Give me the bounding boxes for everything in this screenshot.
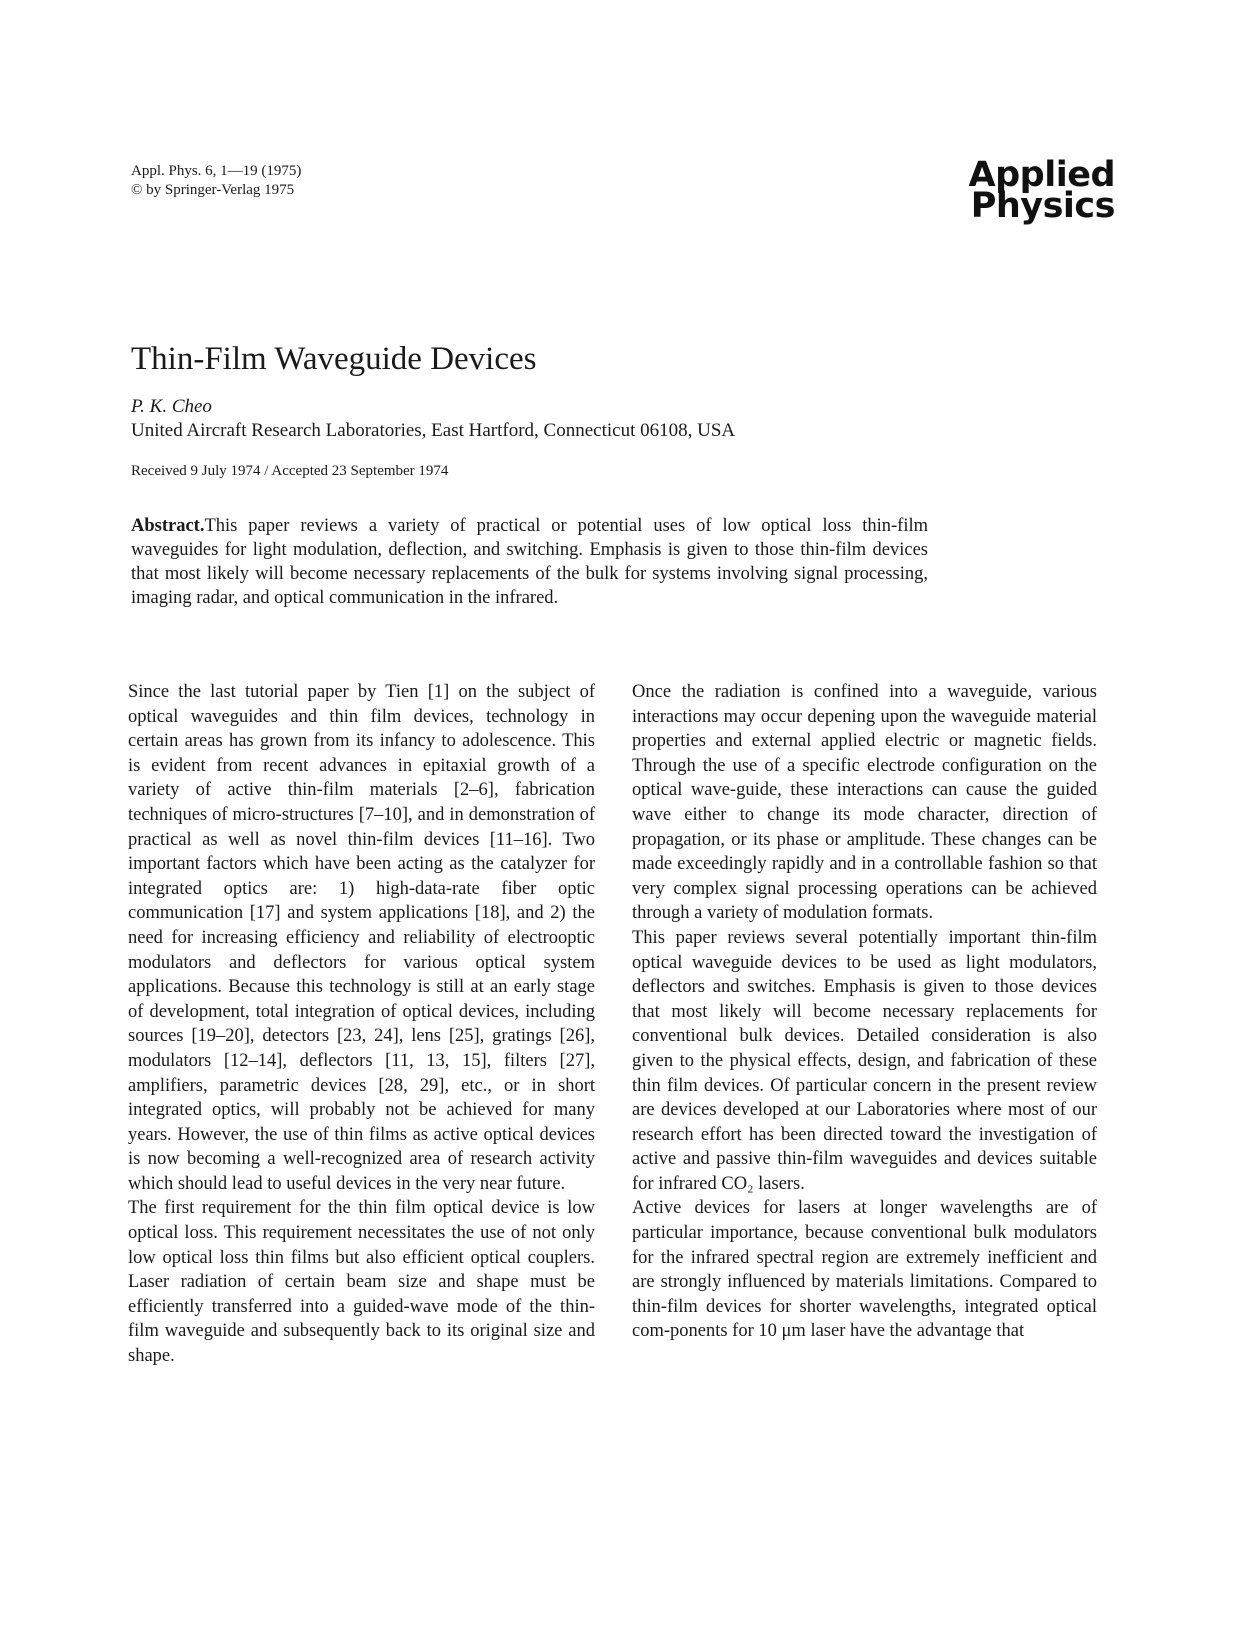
journal-logo-line-2: Physics: [970, 186, 1115, 226]
body-paragraph: Once the radiation is confined into a waveguide, various interactions may occur depening upon the waveguide material properties and external applied electric or magnetic fields. Through the use of a specific electrode configuration on the optical wave-guide, these interactions can cause the guided wave either to change its mode character, direction of propagation, or its phase or amplitude. These changes can be made exceedingly rapidly and in a controllable fashion so that very complex signal processing operations can be achieved through a variety of modulation formats.: [632, 682, 1097, 924]
body-paragraph: The first requirement for the thin film optical device is low optical loss. This requirement necessitates the use of not only low optical loss thin films but also efficient optical couplers. Laser radiation of certain beam size and shape must be efficiently transferred into a guided-wave mode of the thin-film waveguide and subsequently back to its original size and shape.: [128, 1198, 595, 1367]
body-paragraph: Since the last tutorial paper by Tien [1] on the subject of optical waveguides and thin film devices, technology in certain areas has grown from its infancy to adolescence. This is evident from recent advances in epitaxial growth of a variety of active thin-film materials [2–6], fabrication techniques of micro-structures [7–10], and in demonstration of practical as well as novel thin-film devices [11–16]. Two important factors which have been acting as the catalyzer for integrated optics are: 1) high-data-rate fiber optic communication [17] and system applications [18], and 2) the need for increasing efficiency and reliability of electrooptic modulators and deflectors for various optical system applications. Because this technology is still at an early stage of development, total integration of optical devices, including sources [19–20], detectors [23, 24], lens [25], gratings [26], modulators [12–14], deflectors [11, 13, 15], filters [27], amplifiers, parametric devices [28, 29], etc., or in short integrated optics, will probably not be achieved for many years. However, the use of thin films as active optical devices is now becoming a well-recognized area of research activity which should lead to useful devices in the very near future.: [128, 682, 595, 1194]
article-title: Thin-Film Waveguide Devices: [131, 341, 537, 377]
copyright-line: © by Springer-Verlag 1975: [131, 182, 295, 198]
body-paragraph: This paper reviews several potentially important thin-film optical waveguide devices to be used as light modulators, deflectors and switches. Emphasis is given to those devices that most likely will become necessary replacements for conventional bulk devices. Detailed consideration is also given to the physical effects, design, and fabrication of these thin film devices. Of particular concern in the present review are devices developed at our Laboratories where most of our research effort has been directed toward the investigation of active and passive thin-film waveguides and devices suitable for infrared CO₂ lasers.: [632, 927, 1097, 1194]
body-column-left: [128, 680, 595, 1369]
citation-block: [131, 162, 301, 200]
article-author: P. K. Cheo: [131, 396, 212, 417]
abstract-label: Abstract.: [131, 516, 205, 536]
journal-logo: [905, 155, 1115, 226]
author-affiliation: United Aircraft Research Laboratories, East Hartford, Connecticut 06108, USA: [131, 420, 736, 441]
journal-logo-line-1: Applied: [968, 155, 1115, 195]
body-paragraph: Active devices for lasers at longer wavelengths are of particular importance, because conventional bulk modulators for the infrared spectral region are extremely inefficient and are strongly influenced by materials limitations. Compared to thin-film devices for shorter wavelengths, integrated optical com-ponents for 10 μm laser have the advantage that: [632, 1198, 1097, 1342]
citation-journal-line: Appl. Phys. 6, 1—19 (1975): [131, 163, 302, 179]
received-dates: Received 9 July 1974 / Accepted 23 September 1974: [131, 463, 449, 479]
abstract: [131, 514, 928, 610]
body-column-right: [632, 680, 1097, 1344]
abstract-text: This paper reviews a variety of practical or potential uses of low optical loss thin-film waveguides for light modulation, deflection, and switching. Emphasis is given to those thin-film devices that most likely will become necessary replacements of the bulk for systems involving signal processing, imaging radar, and optical communication in the infrared.: [131, 516, 928, 608]
